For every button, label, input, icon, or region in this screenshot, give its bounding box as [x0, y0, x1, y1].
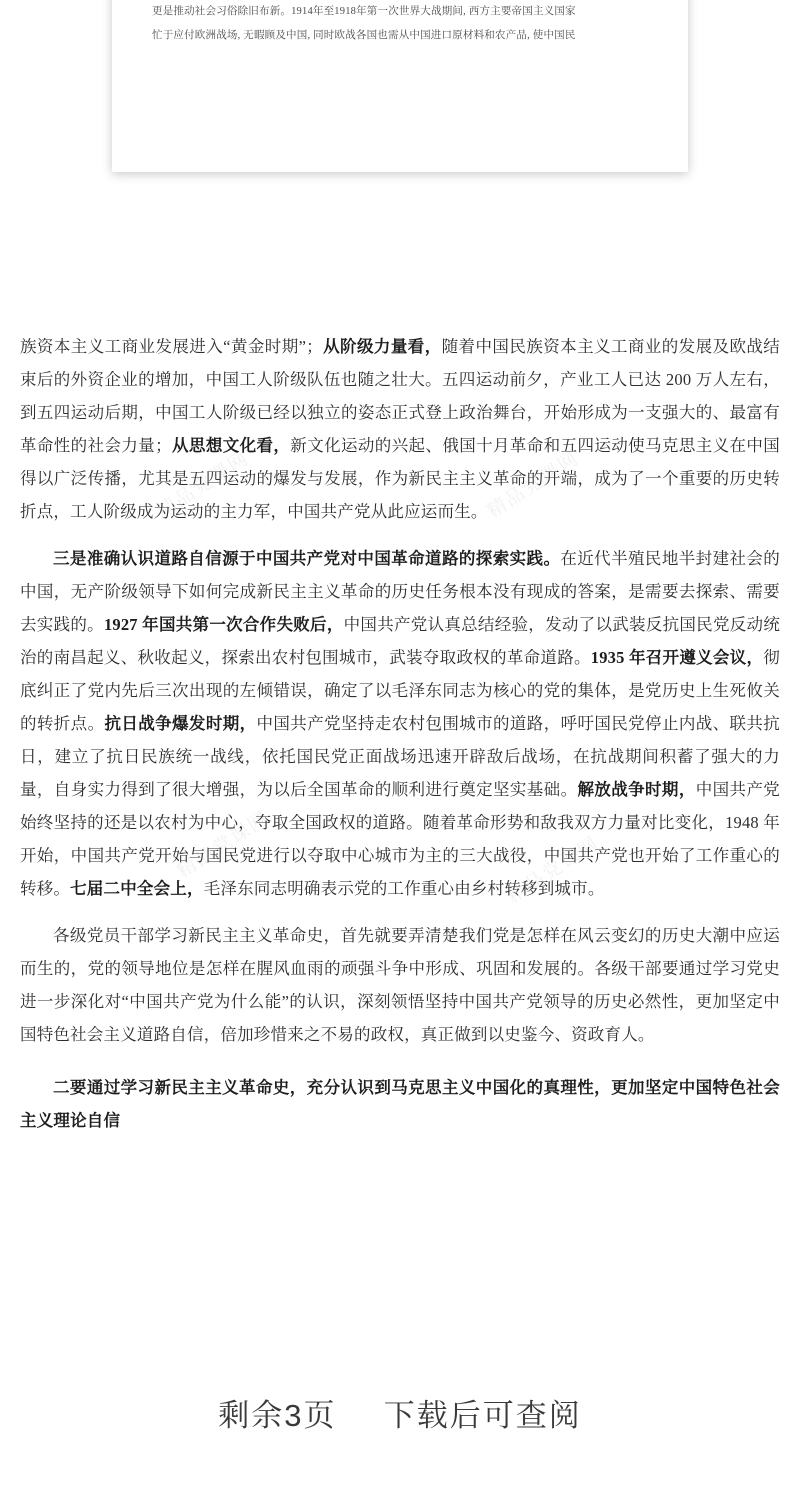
text-run: 彻底纠正了党内先后三次出现的左倾错误，确定了以毛泽东同志为核心的党的集体，是党历史上生死攸关的转折点。: [20, 648, 780, 733]
download-notice: [0, 1390, 800, 1435]
text-run: 中国共产党始终坚持的还是以农村为中心，夺取全国政权的道路。随着革命形势和敌我双方力量对比变化，1948 年开始，中国共产党开始与国民党进行以夺取中心城市为主的三大战役，中国共产党也开始了工作重心的转移。: [20, 780, 780, 898]
watermark: 精品党课网: [173, 807, 274, 883]
document-preview-page: [112, 0, 688, 172]
preview-page-sheet: [112, 0, 688, 172]
preview-text-line: 更是推动社会习俗除旧布新。1914年至1918年第一次世界大战期间, 西方主要帝国主义国家: [152, 6, 576, 17]
preview-text-line: 忙于应付欧洲战场, 无暇顾及中国, 同时欧战各国也需从中国进口原材料和农产品, 使中国民: [152, 30, 576, 41]
emphasis-run: 1927 年国共第一次合作失败后，: [103, 615, 344, 634]
emphasis-run: 1935 年召开遵义会议，: [590, 648, 764, 667]
emphasis-run: 七届二中全会上，: [70, 879, 204, 898]
text-run: 中国共产党认真总结经验，发动了以武装反抗国民党反动统治的南昌起义、秋收起义，探索出农村包围城市，武装夺取政权的革命道路。: [20, 615, 781, 667]
text-run: 随着中国民族资本主义工商业的发展及欧战结束后的外资企业的增加，中国工人阶级队伍也随之壮大。五四运动前夕，产业工人已达 200 万人左右，到五四运动后期，中国工人阶级已经以独立的姿态正式登上政治舞台，开始形成为一支强大的、最富有革命性的社会力量；: [20, 337, 781, 455]
watermark: 精品党课网: [483, 447, 584, 523]
watermark: 精品党课网: [153, 447, 254, 523]
watermark: 精品党课网: [503, 832, 604, 908]
download-hint-label: 下载后可查阅: [383, 1398, 582, 1433]
emphasis-run: 解放战争时期，: [577, 780, 696, 799]
emphasis-run: 三是准确认识道路自信源于中国共产党对中国革命道路的探索实践。: [53, 549, 561, 568]
remaining-pages-label: 剩余3页: [218, 1398, 337, 1433]
text-run: 毛泽东同志明确表示党的工作重心由乡村转移到城市。: [203, 879, 605, 898]
paragraph-4-heading: [20, 1071, 780, 1137]
paragraph-1: [20, 330, 780, 528]
document-content: [0, 330, 800, 1151]
emphasis-run: 从阶级力量看，: [322, 337, 442, 356]
text-run: 新文化运动的兴起、俄国十月革命和五四运动使马克思主义在中国得以广泛传播，尤其是五四运动的爆发与发展，作为新民主主义革命的开端，成为了一个重要的历史转折点，工人阶级成为运动的主力军，中国共产党从此应运而生。: [20, 436, 780, 521]
emphasis-run: 从思想文化看，: [171, 436, 291, 455]
emphasis-run: 抗日战争爆发时期，: [104, 714, 257, 733]
paragraph-3: [20, 919, 780, 1051]
text-run: 中国共产党坚持走农村包围城市的道路，呼吁国民党停止内战、联共抗日，建立了抗日民族统一战线，依托国民党正面战场迅速开辟敌后战场，在抗战期间积蓄了强大的力量，自身实力得到了很大增强，为以后全国革命的顺利进行奠定坚实基础。: [20, 714, 781, 799]
text-run: 在近代半殖民地半封建社会的中国，无产阶级领导下如何完成新民主主义革命的历史任务根本没有现成的答案，是需要去探索、需要去实践的。: [20, 549, 780, 634]
emphasis-run: 二要通过学习新民主主义革命史，充分认识到马克思主义中国化的真理性，更加坚定中国特色社会主义理论自信: [20, 1078, 780, 1130]
paragraph-2: [20, 542, 780, 905]
text-run: 族资本主义工商业发展进入“黄金时期”；: [20, 337, 323, 356]
text-run: 各级党员干部学习新民主主义革命史，首先就要弄清楚我们党是怎样在风云变幻的历史大潮中应运而生的，党的领导地位是怎样在腥风血雨的顽强斗争中形成、巩固和发展的。各级干部要通过学习党史进一步深化对“中国共产党为什么能”的认识，深刻领悟坚持中国共产党领导的历史必然性，更加坚定中国特色社会主义道路自信，倍加珍惜来之不易的政权，真正做到以史鉴今、资政育人。: [20, 926, 780, 1044]
